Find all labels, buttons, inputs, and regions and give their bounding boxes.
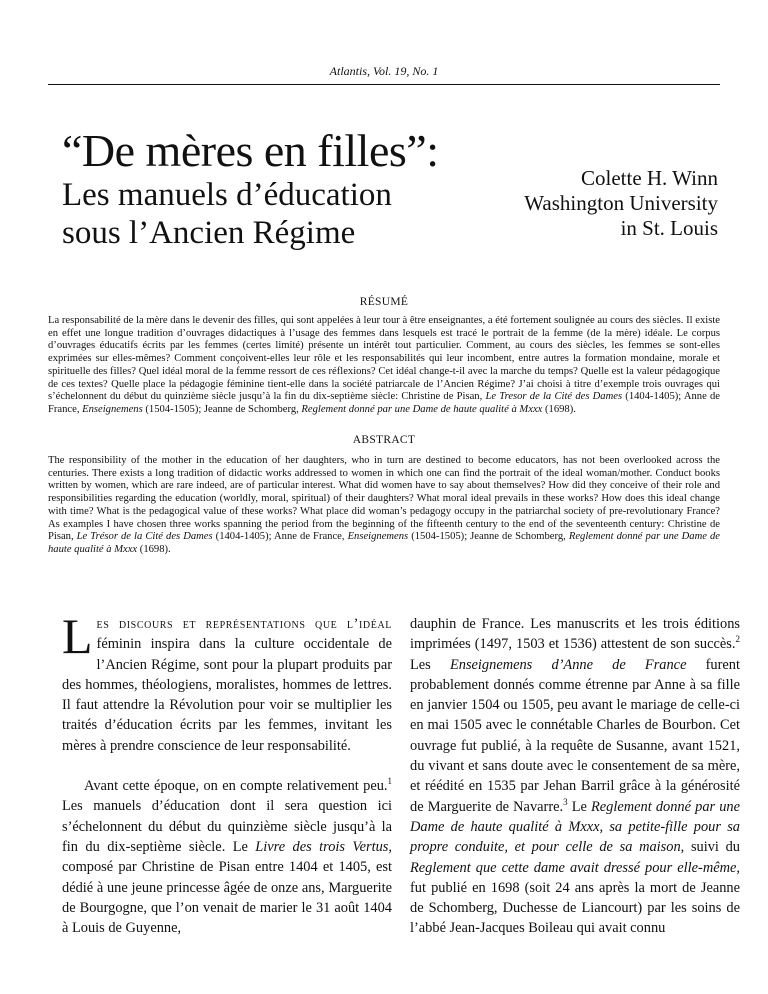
resume-heading: RÉSUMÉ xyxy=(359,296,409,308)
affiliation-line-2: in St. Louis xyxy=(620,216,718,240)
resume-text-part: (1504-1505); Jeanne de Schomberg, xyxy=(142,403,302,415)
work-title: Reglement que cette dame avait dressé pour elle-même xyxy=(410,859,737,876)
paragraph-text: furent probablement donnés comme étrenne par Anne à sa fille en janvier 1504 ou 1505, peu avant le mariage de celle-ci en mai 1505 avec le connétable Charles de Bourbon. Cet ouvrage fut publié, à la requête de Susanne, avant 1521, du vivant et sans doute avec le consentement de sa mère, et réédité en 1535 par Jehan Barril grâce à la générosité de Marguerite de Navarre. xyxy=(410,656,740,815)
resume-text xyxy=(48,315,720,417)
paragraph-text: féminin inspira dans la culture occidentale de l’Ancien Régime, sont pour la plupart produits par des hommes, théologiens, moralistes, hommes de lettres. Il faut attendre la Révolution pour voir se multiplier les traités d’éducation écrits par les femmes, invitant les mères à prendre conscience de leur responsabilité. xyxy=(62,636,392,754)
abstract-work-title: Le Trésor de la Cité des Dames xyxy=(76,531,213,543)
affiliation-line-1: Washington University xyxy=(524,191,718,215)
resume-work-title: Le Tresor de la Cité des Dames xyxy=(485,391,623,403)
author-block xyxy=(524,166,718,241)
abstract-text-part: (1504-1505); Jeanne de Schomberg, xyxy=(408,531,569,543)
resume-work-title: Enseignemens xyxy=(82,403,143,415)
resume-text-part: (1698). xyxy=(542,403,576,415)
paragraph-text: Le xyxy=(567,798,591,815)
abstract-text-part: (1404-1405); Anne de France, xyxy=(212,531,348,543)
abstract-text-part: The responsibility of the mother in the education of her daughters, who in turn are destined to become educators, has not been overlooked across the centuries. There exists a long tradition of didactic works addressed to women in which one can find the portrait of the ideal woman/mother. Conduct books written by women, which are rare indeed, are of particular interest. What did women have to say about themselves? How did they conceive of their role and responsibilities regarding the education (worldly, moral, spiritual) of their daughters? What moral ideal prevails in these works? How does this ideal change with time? What is the pedagogical value of these works? What place did woman’s pedagogy occupy in the patriarchal society of pre-revolutionary France? As examples I have chosen three works spanning the period from the beginning of the fifteenth century to the end of the seventeenth century: Christine de Pisan, xyxy=(48,455,720,543)
abstract-heading: ABSTRACT xyxy=(352,434,416,446)
article-title: “De mères en filles”: xyxy=(62,125,439,176)
body-paragraph-3 xyxy=(410,614,740,939)
subtitle-line-1: Les manuels d’éducation xyxy=(62,177,392,213)
paragraph-text: , suivi du xyxy=(680,839,740,856)
body-column-right xyxy=(410,614,740,939)
paragraph-text: , composé par Christine de Pisan entre 1404 et 1405, est dédié à une jeune princesse âgée de onze ans, Marguerite de Bourgogne, que l’on venait de marier le 31 août 1404 à Louis de Guyenne, xyxy=(62,838,392,937)
body-paragraph-1 xyxy=(62,608,392,756)
drop-cap: L xyxy=(62,608,93,664)
paragraph-text: Les manuels d’éducation dont il sera question ici s’échelonnent du début du quinzième siècle jusqu’à la fin du dix-septième siècle. Le xyxy=(62,798,392,855)
abstract-work-title: Reglement donné par une Dame de haute qualité à Mxxx xyxy=(48,531,720,555)
paragraph-text: Avant cette époque, on en compte relativement peu. xyxy=(84,778,388,795)
subtitle-line-2: sous l’Ancien Régime xyxy=(62,215,356,251)
abstract-work-title: Enseignemens xyxy=(347,531,409,543)
work-title: Reglement donné par une Dame de haute qualité à Mxxx, sa petite-fille pour sa propre conduite, et pour celle de sa maison xyxy=(410,798,740,856)
opening-small-caps: es discours et représentations que l’idéal xyxy=(96,616,392,632)
article-subtitle xyxy=(62,176,392,252)
resume-text-part: La responsabilité de la mère dans le devenir des filles, qui sont appelées à leur tour à être enseignantes, a été fortement soulignée au cours des siècles. Il existe en effet une longue tradition d’ouvrages didactiques à l’usage des femmes dans lesquels est tracé le portrait de la femme (de la mère) idéale. Le corpus d’ouvrages éducatifs écrits par les femmes (certes limité) présente un intérêt tout particulier. Comment, au cours des siècles, les femmes se sont-elles exprimées sur elles-mêmes? Comment conçoivent-elles leur rôle et les responsabilités qui leur incombent, entre autres la formation mondaine, morale et spirituelle des filles? Quel idéal moral de la femme ressort de ces réflexions? Cet idéal change-t-il avec la marche du temps? Quelle est la valeur pédagogique de ces textes? Quelle place la pédagogie féminine tient-elle dans la société patriarcale de l’Ancien Régime? J’ai choisi à titre d’exemple trois ouvrages qui s’échelonnent du début du quinzième siècle jusqu’à la fin du dix-septième siècle: Christine de Pisan, xyxy=(48,315,720,403)
paragraph-text: Les xyxy=(410,656,450,673)
work-title: Enseignemens d’Anne de France xyxy=(449,656,687,673)
work-title: Livre des trois Vertus xyxy=(255,838,389,855)
resume-text-part: (1404-1405); Anne de France, xyxy=(48,391,721,415)
header-rule xyxy=(48,84,720,85)
footnote-ref: 3 xyxy=(563,796,568,807)
footnote-ref: 1 xyxy=(387,776,392,787)
paragraph-text: dauphin de France. Les manuscrits et les trois éditions imprimées (1497, 1503 et 1536) attestent de son succès. xyxy=(410,616,740,653)
abstract-text xyxy=(48,455,720,557)
author-name: Colette H. Winn xyxy=(580,166,718,190)
body-column-left xyxy=(62,608,392,938)
abstract-text-part: (1698). xyxy=(137,543,171,555)
body-paragraph-2 xyxy=(62,776,392,938)
paragraph-text: , fut publié en 1698 (soit 24 ans après la mort de Jeanne de Schomberg, Duchesse de Liancourt) par les soins de l’abbé Jean-Jacques Boileau qui avait connu xyxy=(410,859,740,937)
running-head: Atlantis, Vol. 19, No. 1 xyxy=(329,64,439,78)
footnote-ref: 2 xyxy=(735,634,740,645)
resume-work-title: Reglement donné par une Dame de haute qualité à Mxxx xyxy=(301,403,543,415)
